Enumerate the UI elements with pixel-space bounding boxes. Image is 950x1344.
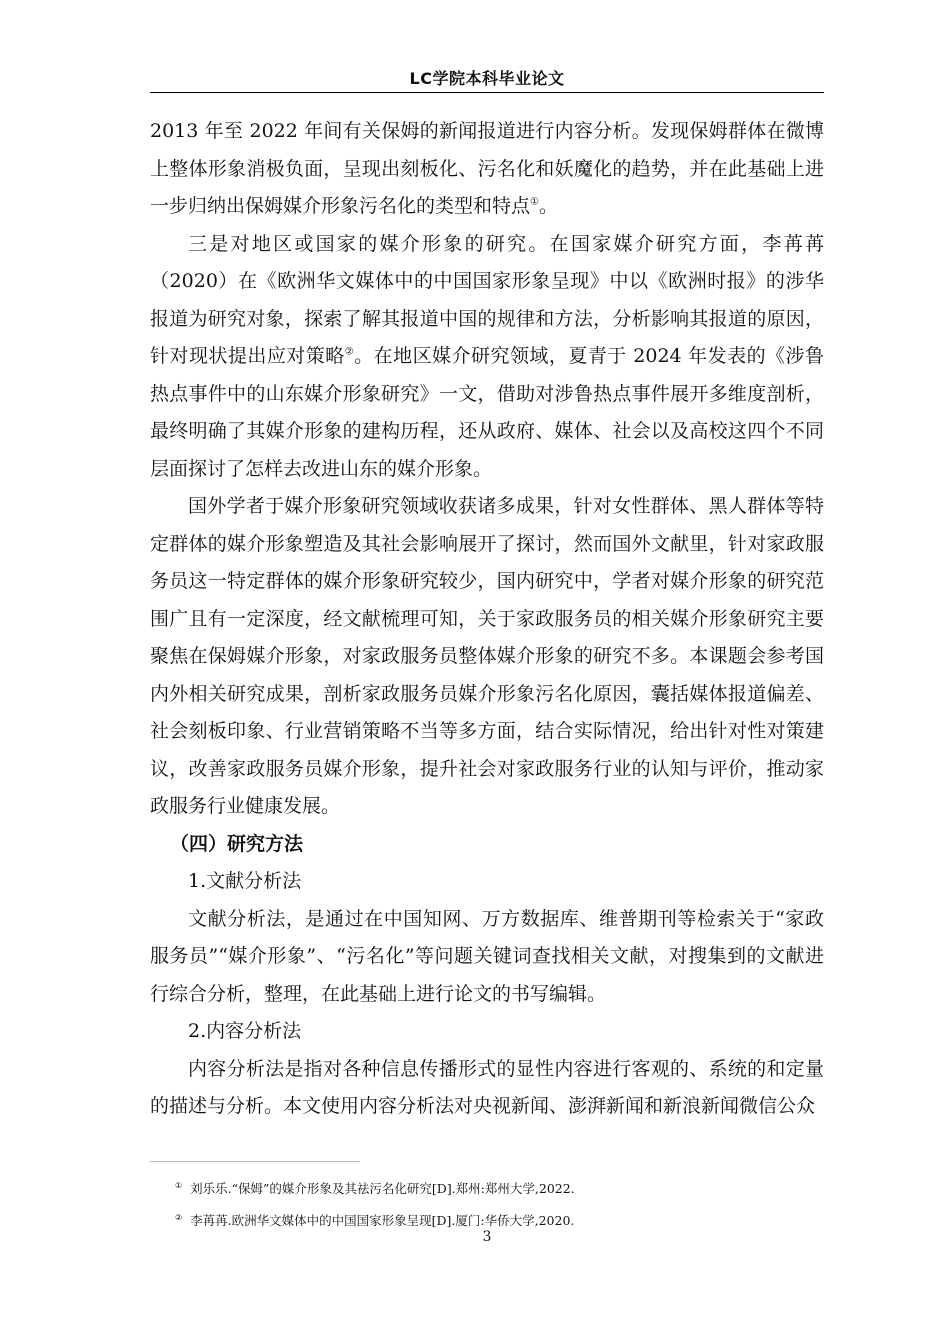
footnote-2-text: 李苒苒.欧洲华文媒体中的中国国家形象呈现[D].厦门:华侨大学,2020. — [190, 1213, 575, 1229]
section-heading: （四）研究方法 — [170, 832, 304, 855]
page-number: 3 — [482, 1229, 492, 1245]
footnotes — [175, 1171, 815, 1235]
method-1-title: 1.文献分析法 — [188, 870, 302, 892]
running-header: LC学院本科毕业论文 — [409, 69, 565, 88]
footnote-separator — [150, 1161, 360, 1162]
paragraph-2-text-b: 。在地区媒介研究领域，夏青于 2024 年发表的《涉鲁热点事件中的山东媒介形象研究》一文，借助对涉鲁热点事件展开多维度剖析，最终明确了其媒介形象的建构历程，还从政府、媒体、社会以及高校这四个不同层面探讨了怎样去改进山东的媒介形象。 — [150, 345, 824, 480]
method-2-title: 2.内容分析法 — [188, 1020, 302, 1042]
footnote-ref-2[interactable]: ② — [344, 346, 355, 358]
header-rule — [150, 92, 824, 93]
paragraph-1-text: 2013 年至 2022 年间有关保姆的新闻报道进行内容分析。发现保姆群体在微博上整体形象消极负面，呈现出刻板化、污名化和妖魔化的趋势，并在此基础上进一步归纳出保姆媒介形象污名化的类型和特点 — [150, 120, 824, 217]
paragraph-1: 2013 年至 2022 年间有关保姆的新闻报道进行内容分析。发现保姆群体在微博上整体形象消极负面，呈现出刻板化、污名化和妖魔化的趋势，并在此基础上进一步归纳出保姆媒介形象污名化的类型和特点①。 — [150, 120, 824, 217]
paragraph-2 — [150, 226, 824, 489]
footnote-2-mark: ② — [175, 1213, 183, 1223]
footnote-1-text: 刘乐乐.“保姆”的媒介形象及其祛污名化研究[D].郑州:郑州大学,2022. — [190, 1181, 575, 1197]
paragraph-2-text-a: 三是对地区或国家的媒介形象的研究。在国家媒介研究方面，李苒苒（2020）在《欧洲华文媒体中的中国国家形象呈现》中以《欧洲时报》的涉华报道为研究对象，探索了解其报道中国的规律和方法，分析影响其报道的原因，针对现状提出应对策略 — [150, 232, 824, 367]
footnote-1-mark: ① — [175, 1181, 183, 1190]
footnote-ref-1[interactable]: ① — [530, 196, 539, 208]
method-1-text: 文献分析法，是通过在中国知网、万方数据库、维普期刊等检索关于“家政服务员”“媒介形象”、“污名化”等问题关键词查找相关文献，对搜集到的文献进行综合分析，整理，在此基础上进行论文的书写编辑。 — [150, 907, 824, 1005]
method-2-text: 内容分析法是指对各种信息传播形式的显性内容进行客观的、系统的和定量的描述与分析。本文使用内容分析法对央视新闻、澎湃新闻和新浪新闻微信公众 — [150, 1057, 824, 1117]
paragraph-3: 国外学者于媒介形象研究领域收获诸多成果，针对女性群体、黑人群体等特定群体的媒介形象塑造及其社会影响展开了探讨，然而国外文献里，针对家政服务员这一特定群体的媒介形象研究较少，国内研究中，学者对媒介形象的研究范围广且有一定深度，经文献梳理可知，关于家政服务员的相关媒介形象研究主要聚焦在保姆媒介形象，对家政服务员整体媒介形象的研究不多。本课题会参考国内外相关研究成果，剖析家政服务员媒介形象污名化原因，囊括媒体报道偏差、社会刻板印象、行业营销策略不当等多方面，结合实际情况，给出针对性对策建议，改善家政服务员媒介形象，提升社会对家政服务行业的认知与评价，推动家政服务行业健康发展。 — [150, 495, 824, 817]
footnote-1 — [175, 1171, 815, 1203]
body-text — [150, 113, 824, 1126]
